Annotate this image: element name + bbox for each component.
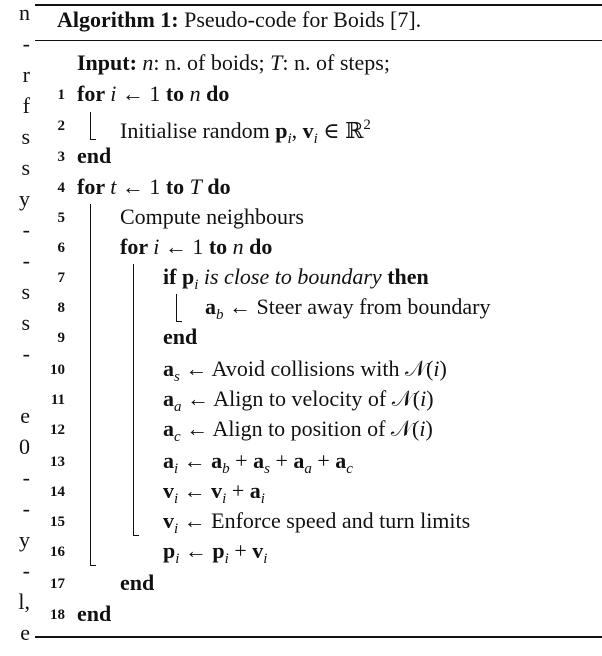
- token: +: [311, 448, 336, 473]
- token: ← 1: [116, 81, 166, 106]
- algorithm-line: [163, 386, 434, 420]
- block-scope-line: [90, 112, 91, 140]
- algorithm-line: [120, 112, 371, 152]
- token: then: [387, 264, 429, 289]
- token: do: [201, 174, 231, 199]
- token: i: [313, 131, 318, 147]
- line-number: 1: [57, 87, 65, 103]
- token: a: [163, 448, 174, 473]
- fragment-text: e: [20, 403, 30, 428]
- token: ← 1: [159, 234, 209, 259]
- token: p: [163, 538, 176, 563]
- token: a: [293, 448, 305, 473]
- bottom-rule: [35, 636, 602, 638]
- line-number: 17: [50, 576, 65, 592]
- token: i: [420, 386, 427, 411]
- fragment-text: s: [21, 155, 30, 180]
- line-number: 4: [57, 180, 65, 196]
- algorithm-line: [120, 204, 304, 230]
- algorithm-line: [77, 174, 231, 200]
- line-number: 9: [57, 330, 65, 346]
- caption-label: Algorithm 1:: [57, 7, 179, 32]
- token: a: [304, 461, 312, 477]
- token: i: [174, 491, 179, 507]
- token: i: [222, 491, 227, 507]
- token: i: [153, 234, 160, 259]
- token: p: [212, 538, 225, 563]
- token: i: [263, 551, 268, 567]
- token: p: [275, 118, 288, 143]
- token: i: [174, 461, 179, 477]
- algorithm-line: [163, 508, 470, 542]
- token: ← Enforce speed and turn limits: [178, 508, 471, 533]
- token: a: [335, 448, 347, 473]
- fragment-text: -: [22, 558, 30, 583]
- token: p: [181, 264, 195, 289]
- token: i: [110, 81, 117, 106]
- token: end: [120, 570, 155, 595]
- top-rule: [35, 4, 602, 6]
- token: to: [165, 81, 190, 106]
- token: n: [136, 50, 154, 75]
- token: b: [216, 307, 224, 323]
- caption-rule: [35, 40, 602, 41]
- fragment-text: 0: [19, 434, 30, 459]
- token: n: [232, 234, 244, 259]
- algorithm-line: [77, 50, 390, 76]
- token: i: [174, 521, 179, 537]
- line-number: 12: [50, 422, 65, 438]
- fragment-text: l,: [18, 589, 30, 614]
- token: for: [77, 174, 111, 199]
- fragment-text: -: [22, 465, 30, 490]
- line-number: 10: [50, 362, 65, 378]
- token: s: [264, 461, 270, 477]
- token: +: [228, 538, 253, 563]
- token: ← 1: [116, 174, 166, 199]
- line-number: 3: [57, 149, 65, 165]
- algorithm-line: [163, 416, 433, 450]
- fragment-text: -: [22, 31, 30, 56]
- fragment-text: -: [22, 496, 30, 521]
- fragment-text: n: [19, 0, 30, 25]
- algorithm-line: [205, 294, 490, 328]
- algorithm-line: [77, 601, 111, 627]
- token: for: [77, 81, 111, 106]
- token: is close to boundary: [198, 264, 388, 289]
- line-number: 18: [50, 607, 65, 623]
- algorithm-line: [163, 448, 353, 482]
- token: ): [426, 386, 434, 411]
- token: a: [253, 448, 265, 473]
- token: i: [419, 416, 426, 441]
- token: i: [194, 277, 199, 293]
- algorithm-line: [163, 264, 429, 298]
- token: a: [163, 356, 174, 381]
- token: b: [222, 461, 230, 477]
- token: to: [208, 234, 233, 259]
- token: v: [252, 538, 264, 563]
- token: a: [174, 399, 182, 415]
- line-number: 16: [50, 544, 65, 560]
- line-number: 11: [50, 392, 65, 408]
- token: ←: [179, 538, 213, 563]
- fragment-text: s: [21, 279, 30, 304]
- token: ←: [178, 478, 212, 503]
- token: ∈ ℝ: [317, 118, 364, 143]
- token: c: [346, 461, 353, 477]
- token: v: [163, 478, 174, 503]
- token: ,: [291, 118, 303, 143]
- token: t: [110, 174, 117, 199]
- fragment-text: y: [19, 186, 30, 211]
- token: v: [211, 478, 223, 503]
- algorithm-line: [77, 81, 229, 107]
- fragment-text: -: [22, 217, 30, 242]
- token: i: [433, 356, 440, 381]
- token: T: [270, 50, 283, 75]
- line-number: 6: [57, 240, 65, 256]
- fragment-text: e: [20, 620, 30, 645]
- token: a: [211, 448, 223, 473]
- algorithm-line: [163, 324, 197, 350]
- line-number: 5: [57, 210, 65, 226]
- token: : n. of boids;: [153, 50, 271, 75]
- token: Compute neighbours: [120, 204, 304, 229]
- token: if: [163, 264, 182, 289]
- token: a: [163, 386, 174, 411]
- token: end: [77, 601, 112, 626]
- fragment-text: s: [21, 124, 30, 149]
- token: ): [425, 416, 433, 441]
- token: ← Avoid collisions with 𝒩(: [179, 356, 434, 381]
- token: +: [229, 448, 254, 473]
- token: do: [243, 234, 273, 259]
- token: v: [163, 508, 174, 533]
- token: Input:: [77, 50, 137, 75]
- token: do: [200, 81, 230, 106]
- block-scope-line: [176, 294, 177, 322]
- fragment-text: r: [22, 62, 30, 87]
- algorithm-line: [120, 570, 154, 596]
- token: i: [175, 551, 180, 567]
- line-number: 15: [50, 514, 65, 530]
- token: ←: [178, 448, 212, 473]
- algorithm-line: [163, 538, 267, 572]
- fragment-text: -: [22, 341, 30, 366]
- algorithm-line: [120, 234, 272, 260]
- caption-text: Pseudo-code for Boids [7].: [178, 7, 422, 32]
- fragment-text: s: [21, 310, 30, 335]
- fragment-text: y: [19, 527, 30, 552]
- algorithm-line: [163, 356, 447, 390]
- line-number: 2: [57, 118, 65, 134]
- algorithm-line: [77, 143, 111, 169]
- token: ← Steer away from boundary: [223, 294, 491, 319]
- line-number: 7: [57, 270, 65, 286]
- token: s: [174, 369, 180, 385]
- token: v: [302, 118, 314, 143]
- token: c: [174, 429, 181, 445]
- line-number: 13: [50, 454, 65, 470]
- token: to: [165, 174, 190, 199]
- line-number: 14: [50, 484, 65, 500]
- token: Initialise random: [120, 118, 276, 143]
- token: a: [163, 416, 174, 441]
- token: a: [249, 478, 261, 503]
- token: ← Align to position of 𝒩(: [180, 416, 420, 441]
- algorithm-caption: [57, 7, 421, 33]
- token: for: [120, 234, 154, 259]
- token: ← Align to velocity of 𝒩(: [181, 386, 421, 411]
- fragment-text: -: [22, 248, 30, 273]
- token: +: [269, 448, 294, 473]
- token: ): [439, 356, 447, 381]
- token: end: [163, 324, 198, 349]
- token: end: [77, 143, 112, 168]
- token: a: [205, 294, 216, 319]
- token: : n. of steps;: [282, 50, 390, 75]
- token: 2: [363, 117, 371, 133]
- block-scope-line: [90, 204, 91, 566]
- fragment-text: f: [22, 93, 30, 118]
- block-scope-line: [133, 264, 134, 536]
- token: +: [226, 478, 250, 503]
- token: i: [260, 491, 265, 507]
- algorithm-line: [163, 478, 265, 512]
- token: i: [224, 551, 229, 567]
- token: i: [287, 131, 292, 147]
- token: n: [189, 81, 201, 106]
- token: T: [189, 174, 202, 199]
- line-number: 8: [57, 300, 65, 316]
